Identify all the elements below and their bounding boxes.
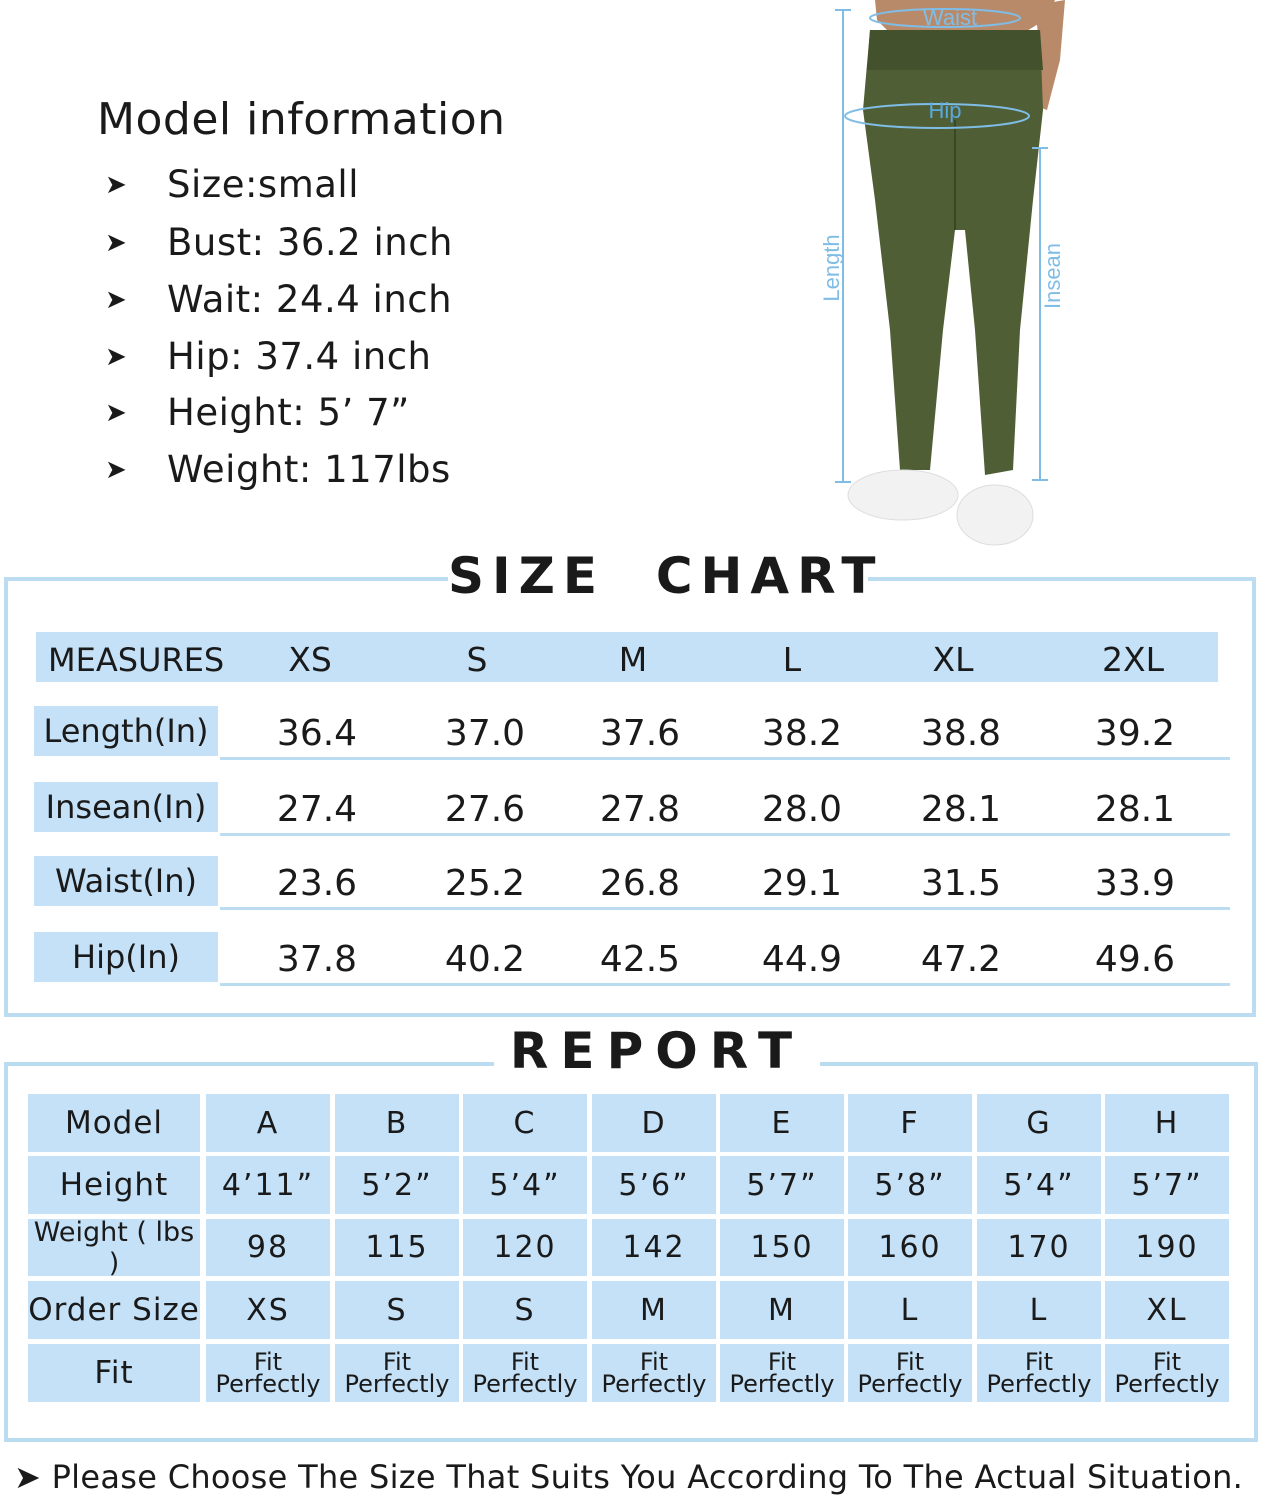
fit-line-2: Perfectly [601,1370,707,1398]
report-cell: L [977,1281,1101,1339]
arrow-bullet-icon: ➤ [105,398,127,428]
fit-line-1: Fit [382,1348,412,1376]
measure-value: 42.5 [599,939,681,980]
fit-line-1: Fit [1152,1348,1182,1376]
arrow-bullet-icon: ➤ [105,285,127,315]
size-header-cell: S [466,640,488,679]
report-cell: S [463,1281,587,1339]
model-info-text: Hip: 37.4 inch [167,335,432,378]
fit-line-1: Fit [1024,1348,1054,1376]
measure-value: 25.2 [444,863,526,904]
arrow-bullet-icon: ➤ [105,455,127,485]
report-row-label: Weight ( lbs ) [28,1219,200,1276]
size-chart-title: SIZE CHART [448,547,884,605]
report-cell: 98 [206,1219,330,1276]
report-cell: 190 [1105,1219,1229,1276]
report-cell: 115 [335,1219,459,1276]
measures-header: MEASURES [48,641,225,679]
report-cell: 150 [720,1219,844,1276]
measure-value: 37.0 [444,713,526,754]
report-cell: 5’8” [848,1156,972,1214]
arrow-bullet-icon: ➤ [105,170,127,200]
report-cell: 5’7” [1105,1156,1229,1214]
fit-cell [977,1344,1101,1402]
report-cell: M [720,1281,844,1339]
fit-cell [720,1344,844,1402]
fit-line-1: Fit [639,1348,669,1376]
fit-line-2: Perfectly [215,1370,321,1398]
model-info-item [105,160,359,210]
fit-cell [848,1344,972,1402]
measure-value: 39.2 [1094,713,1176,754]
measure-value: 38.2 [761,713,843,754]
fit-line-2: Perfectly [729,1370,835,1398]
insean-label: Insean [1040,242,1065,310]
report-cell: B [335,1094,459,1152]
row-divider [220,757,1230,760]
report-cell: 5’4” [977,1156,1101,1214]
fit-line-1: Fit [895,1348,925,1376]
report-cell: S [335,1281,459,1339]
model-info-text: Size:small [167,163,359,206]
measure-value: 37.8 [276,939,358,980]
waist-label: Waist [922,5,978,30]
arrow-bullet-icon: ➤ [105,342,127,372]
measure-label: Length(In) [34,706,218,756]
report-row-label: Model [28,1094,200,1152]
model-info-item [105,445,451,495]
measure-value: 44.9 [761,939,843,980]
measure-value: 27.4 [276,789,358,830]
fit-cell [592,1344,716,1402]
fit-line-2: Perfectly [472,1370,578,1398]
right-shoe [957,485,1033,545]
measure-value: 36.4 [276,713,358,754]
fit-cell [206,1344,330,1402]
measure-value: 27.8 [599,789,681,830]
measure-value: 33.9 [1094,863,1176,904]
report-cell: D [592,1094,716,1152]
report-cell: 5’2” [335,1156,459,1214]
measure-label: Hip(In) [34,932,218,982]
model-info-text: Wait: 24.4 inch [167,278,453,321]
report-cell: 142 [592,1219,716,1276]
model-info-text: Weight: 117lbs [167,448,451,491]
fit-cell [463,1344,587,1402]
report-cell: 5’7” [720,1156,844,1214]
size-header-cell: L [782,640,802,679]
fit-line-2: Perfectly [344,1370,450,1398]
report-cell: 4’11” [206,1156,330,1214]
hip-label: Hip [928,98,962,123]
row-divider [220,833,1230,836]
waistband [867,30,1043,70]
model-info-item [105,218,453,268]
report-cell: 120 [463,1219,587,1276]
size-header-cell: M [618,640,648,679]
report-cell: 170 [977,1219,1101,1276]
fit-line-2: Perfectly [857,1370,963,1398]
fit-line-2: Perfectly [1114,1370,1220,1398]
measure-label: Waist(In) [34,856,218,906]
footer-note: ➤ Please Choose The Size That Suits You According To The Actual Situation. [14,1458,1244,1496]
model-info-text: Bust: 36.2 inch [167,221,454,264]
report-cell: E [720,1094,844,1152]
measure-value: 47.2 [920,939,1002,980]
report-cell: 160 [848,1219,972,1276]
report-cell: XL [1105,1281,1229,1339]
measure-label: Insean(In) [34,782,218,832]
measure-value: 38.8 [920,713,1002,754]
fit-line-1: Fit [510,1348,540,1376]
measure-value: 49.6 [1094,939,1176,980]
fit-cell [1105,1344,1229,1402]
model-info-item [105,332,431,382]
measure-value: 28.1 [920,789,1002,830]
measure-value: 40.2 [444,939,526,980]
report-cell: M [592,1281,716,1339]
report-cell: L [848,1281,972,1339]
size-header-cell: XL [932,640,974,679]
report-cell: A [206,1094,330,1152]
fit-line-1: Fit [767,1348,797,1376]
report-cell: H [1105,1094,1229,1152]
model-info-item [105,388,410,438]
measure-value: 27.6 [444,789,526,830]
report-cell: C [463,1094,587,1152]
model-info-title: Model information [97,94,506,145]
size-header-cell: 2XL [1102,640,1164,679]
fit-line-1: Fit [253,1348,283,1376]
arrow-bullet-icon: ➤ [105,228,127,258]
measure-value: 28.1 [1094,789,1176,830]
report-row-label: Height [28,1156,200,1214]
left-shoe [848,470,958,520]
report-title: REPORT [494,1020,820,1082]
model-info-item [105,275,452,325]
report-cell: 5’4” [463,1156,587,1214]
report-cell: 5’6” [592,1156,716,1214]
model-figure [815,0,1075,560]
report-cell: XS [206,1281,330,1339]
report-cell: G [977,1094,1101,1152]
measure-value: 23.6 [276,863,358,904]
report-cell: F [848,1094,972,1152]
report-row-label: Order Size [28,1281,200,1339]
measure-value: 26.8 [599,863,681,904]
fit-line-2: Perfectly [986,1370,1092,1398]
fit-cell [335,1344,459,1402]
measure-value: 29.1 [761,863,843,904]
measure-value: 31.5 [920,863,1002,904]
measure-value: 28.0 [761,789,843,830]
row-divider [220,983,1230,986]
row-divider [220,907,1230,910]
pants [863,30,1043,475]
model-info-text: Height: 5’ 7” [167,391,410,434]
measure-value: 37.6 [599,713,681,754]
size-header-cell: XS [288,640,332,679]
length-label: Length [819,234,844,302]
report-row-label: Fit [28,1344,200,1402]
